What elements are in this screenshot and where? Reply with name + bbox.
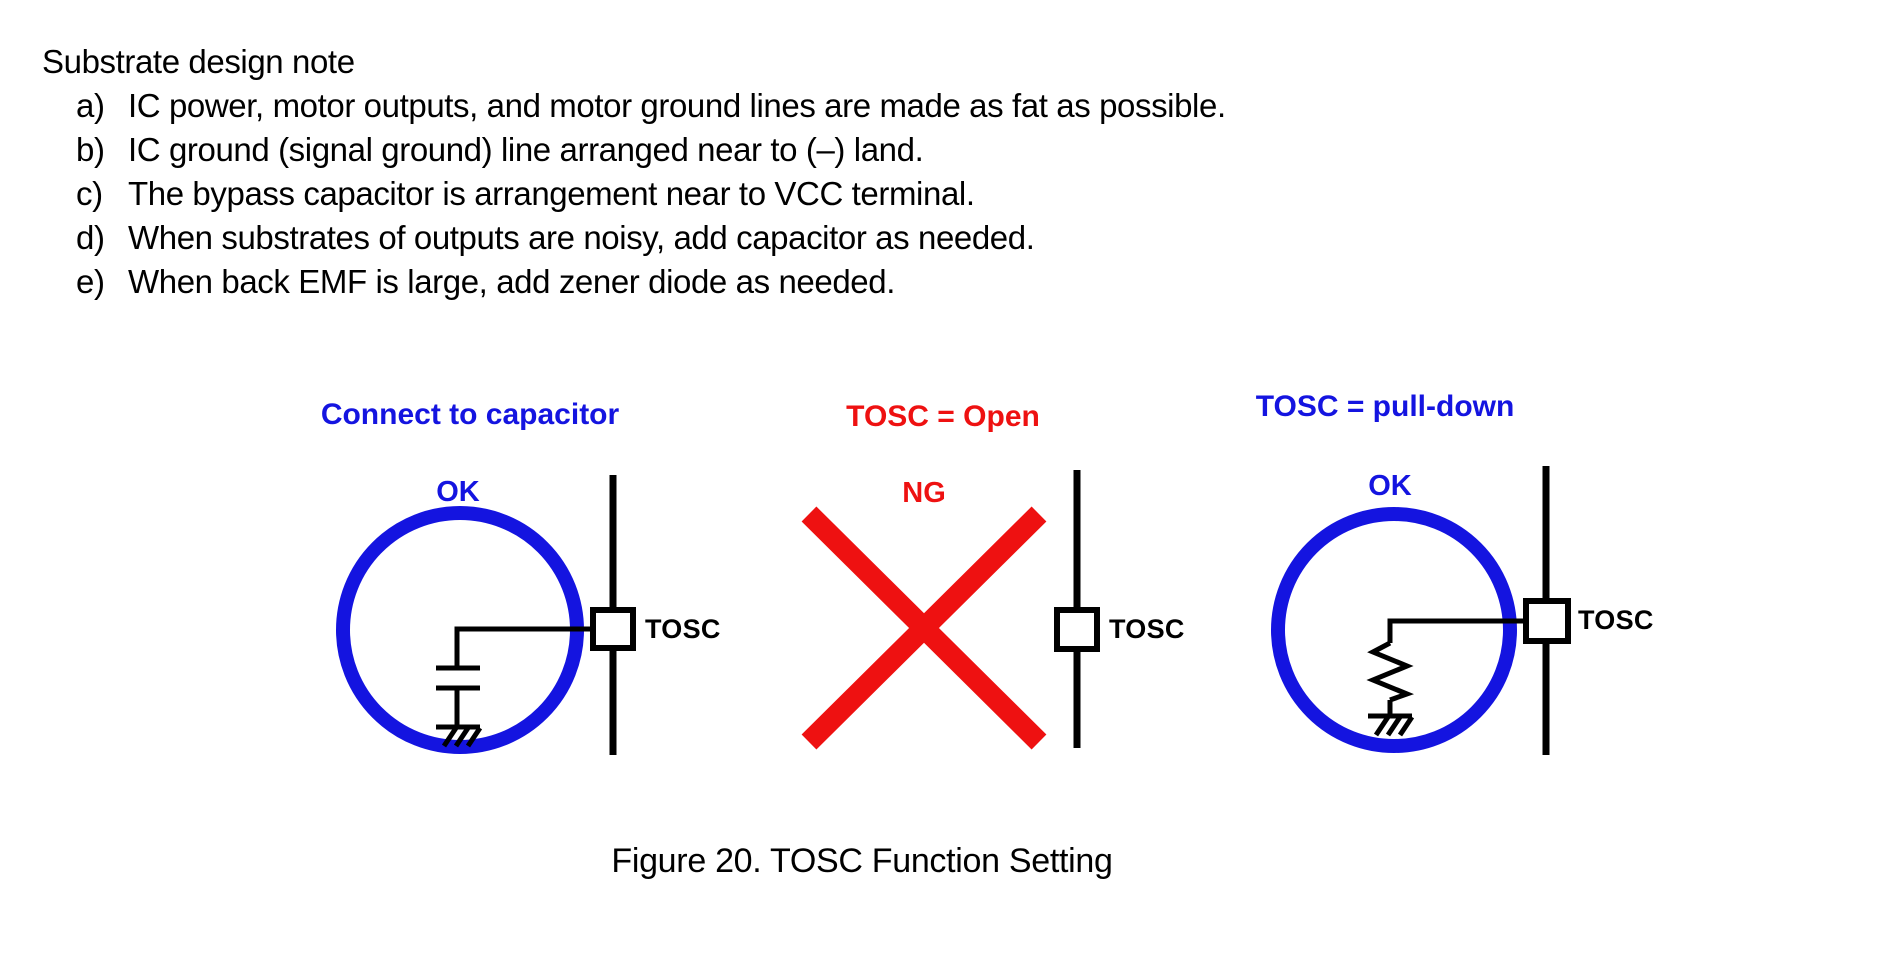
note-item-text: IC ground (signal ground) line arranged near to (–) land. (128, 131, 924, 168)
ok-circle (1278, 514, 1510, 746)
ng-cross-icon (809, 514, 1039, 742)
capacitor-circuit-drawing (343, 475, 633, 755)
diagram2-status-badge: NG (902, 477, 946, 509)
diagram3-status-badge: OK (1368, 470, 1412, 502)
note-item-text: When substrates of outputs are noisy, add capacitor as needed. (128, 219, 1035, 256)
tosc-terminal (1526, 601, 1568, 641)
open-circuit-drawing (809, 470, 1097, 748)
capacitor-symbol (436, 668, 480, 727)
note-item-text: When back EMF is large, add zener diode as needed. (128, 263, 895, 300)
note-title: Substrate design note (42, 43, 355, 80)
diagram1-terminal-label: TOSC (645, 614, 721, 644)
note-item-marker: c) (76, 175, 103, 212)
note-item-marker: d) (76, 219, 105, 256)
tosc-terminal (593, 610, 633, 648)
note-item-marker: b) (76, 131, 105, 168)
pulldown-circuit-drawing (1278, 466, 1568, 755)
figure-caption: Figure 20. TOSC Function Setting (611, 842, 1113, 880)
diagram3-terminal-label: TOSC (1578, 605, 1654, 635)
ground-symbol (1368, 716, 1412, 735)
diagram1-title: Connect to capacitor (320, 398, 620, 431)
tosc-terminal (1057, 610, 1097, 649)
note-item-text: The bypass capacitor is arrangement near to VCC terminal. (128, 175, 975, 212)
diagram1-status-badge: OK (436, 476, 480, 508)
note-item-marker: e) (76, 263, 105, 300)
note-item-text: IC power, motor outputs, and motor ground lines are made as fat as possible. (128, 87, 1226, 124)
diagram3-title: TOSC = pull-down (1255, 390, 1515, 423)
resistor-symbol (1373, 643, 1407, 700)
diagram2-terminal-label: TOSC (1109, 614, 1185, 644)
note-item-marker: a) (76, 87, 105, 124)
diagram2-title: TOSC = Open (846, 400, 1040, 433)
